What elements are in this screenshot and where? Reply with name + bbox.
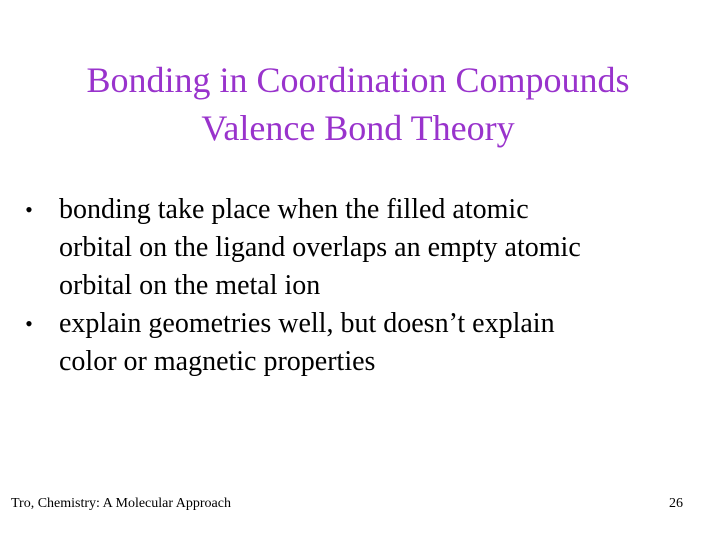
bullet-text-line: color or magnetic properties bbox=[59, 346, 376, 377]
bullet-text-line: orbital on the metal ion bbox=[59, 270, 321, 301]
slide-title bbox=[0, 56, 716, 152]
slide-title-line-2: Valence Bond Theory bbox=[201, 108, 515, 148]
bullet-text-line: bonding take place when the filled atomic bbox=[59, 194, 529, 225]
page-number: 26 bbox=[669, 496, 683, 511]
bullet-text-line: orbital on the ligand overlaps an empty atomic bbox=[59, 232, 581, 263]
bullet-text-line: explain geometries well, but doesn’t explain bbox=[59, 308, 555, 339]
bullet-item bbox=[22, 305, 702, 381]
slide-title-line-1: Bonding in Coordination Compounds bbox=[86, 60, 630, 100]
bullet-list bbox=[22, 191, 702, 381]
footer-source: Tro, Chemistry: A Molecular Approach bbox=[11, 496, 231, 511]
bullet-icon: • bbox=[25, 311, 33, 336]
bullet-icon: • bbox=[25, 197, 33, 222]
bullet-item bbox=[22, 191, 702, 305]
